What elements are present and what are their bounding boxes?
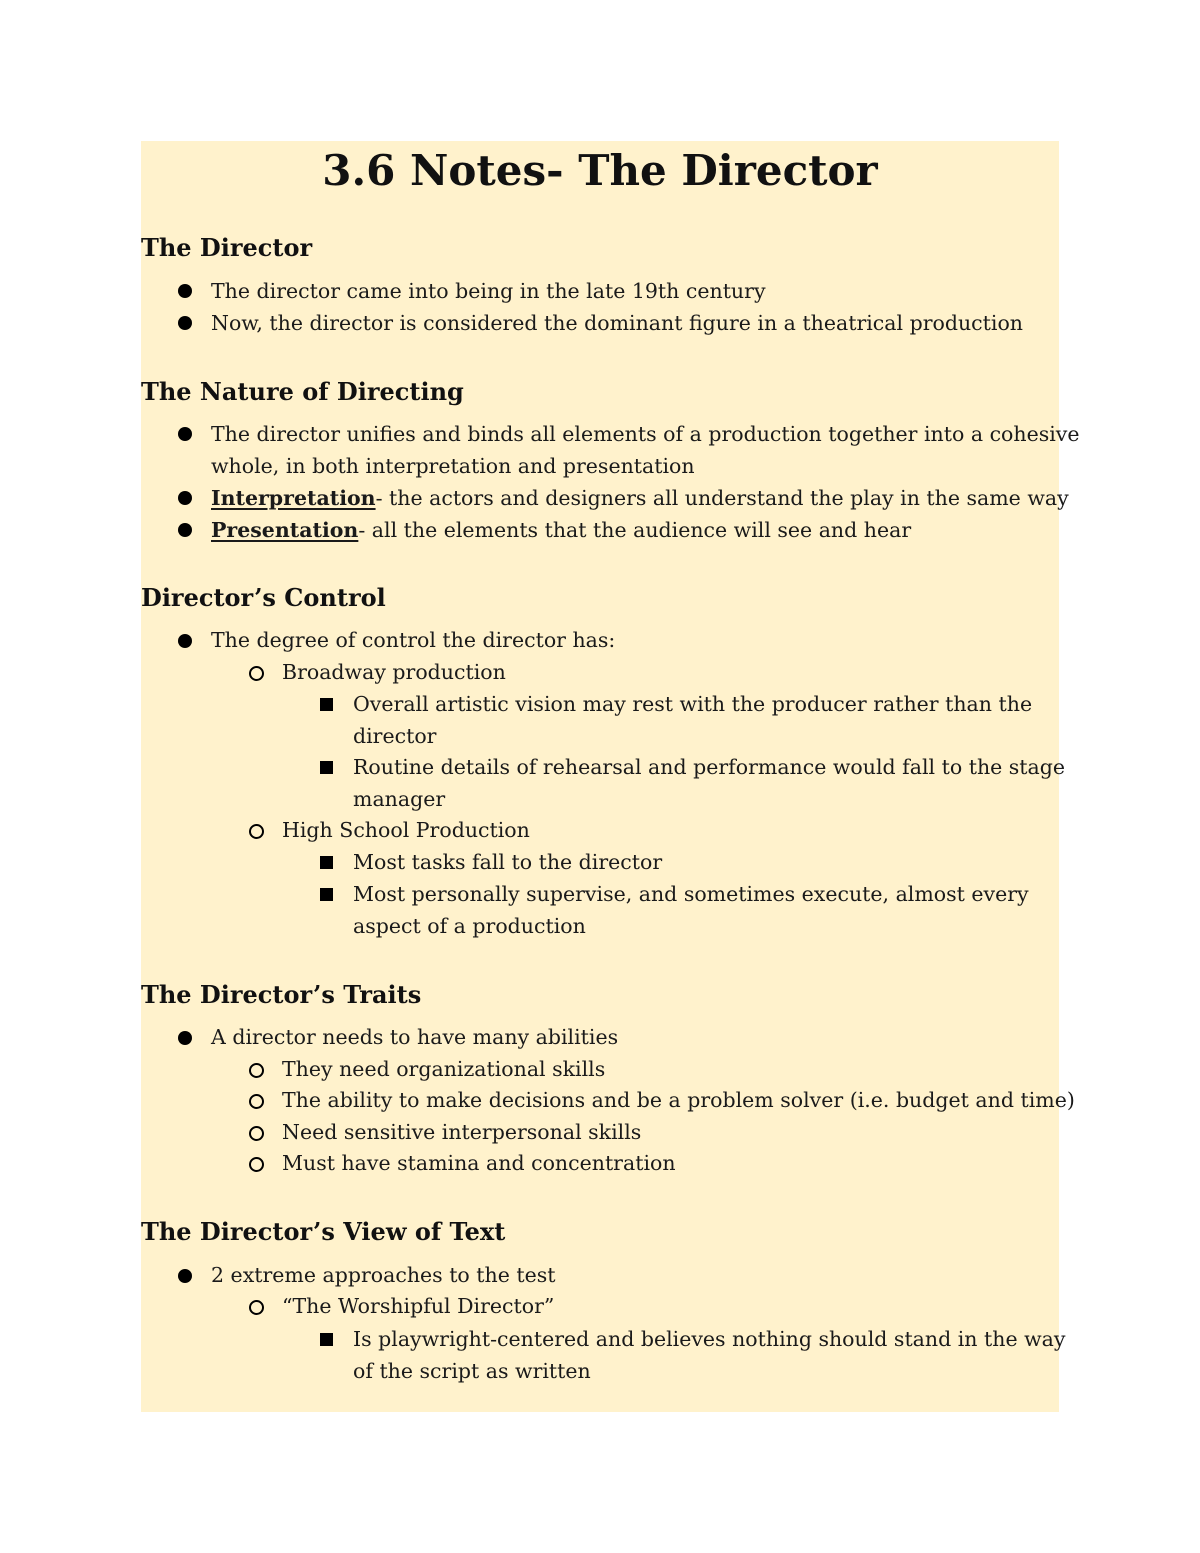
list-item: The degree of control the director has:	[211, 628, 616, 652]
sub-list-item: “The Worshipful Director”	[282, 1294, 555, 1318]
disc-bullet-icon	[178, 523, 192, 537]
term-presentation: Presentation	[211, 518, 359, 542]
square-bullet-icon	[320, 888, 333, 901]
sub-sub-list-item-continuation: of the script as written	[353, 1359, 591, 1383]
section-heading-directors-view-of-text: The Director’s View of Text	[141, 1217, 506, 1246]
disc-bullet-icon	[178, 634, 192, 648]
sub-list-item: Broadway production	[282, 660, 506, 684]
sub-list-item: The ability to make decisions and be a problem solver (i.e. budget and time)	[282, 1088, 1075, 1112]
sub-sub-list-item: Most personally supervise, and sometimes execute, almost every	[353, 882, 1029, 906]
sub-list-item: High School Production	[282, 818, 530, 842]
list-item: The director unifies and binds all elements of a production together into a cohesive	[211, 422, 1080, 446]
circle-bullet-icon	[249, 824, 264, 839]
list-item: 2 extreme approaches to the test	[211, 1263, 556, 1287]
sub-list-item: Must have stamina and concentration	[282, 1151, 676, 1175]
section-heading-directors-control: Director’s Control	[141, 583, 386, 612]
disc-bullet-icon	[178, 1269, 192, 1283]
circle-bullet-icon	[249, 1157, 264, 1172]
section-heading-directors-traits: The Director’s Traits	[141, 980, 422, 1009]
circle-bullet-icon	[249, 1063, 264, 1078]
sub-sub-list-item-continuation: director	[353, 724, 437, 748]
list-item: A director needs to have many abilities	[211, 1025, 619, 1049]
sub-sub-list-item: Routine details of rehearsal and performance would fall to the stage	[353, 755, 1066, 779]
list-item-presentation	[211, 515, 911, 545]
list-item: Now, the director is considered the dominant figure in a theatrical production	[211, 311, 1023, 335]
circle-bullet-icon	[249, 1300, 264, 1315]
sub-sub-list-item: Is playwright-centered and believes nothing should stand in the way	[353, 1327, 1066, 1351]
list-item-interpretation	[211, 483, 1069, 513]
section-heading-nature-of-directing: The Nature of Directing	[141, 377, 464, 406]
disc-bullet-icon	[178, 491, 192, 505]
sub-list-item: They need organizational skills	[282, 1057, 606, 1081]
definition-text: - the actors and designers all understand the play in the same way	[375, 486, 1069, 510]
list-item: The director came into being in the late 19th century	[211, 279, 766, 303]
sub-sub-list-item: Overall artistic vision may rest with the producer rather than the	[353, 692, 1033, 716]
section-heading-the-director: The Director	[141, 233, 313, 262]
square-bullet-icon	[320, 856, 333, 869]
list-item-continuation: whole, in both interpretation and presentation	[211, 454, 695, 478]
circle-bullet-icon	[249, 1126, 264, 1141]
circle-bullet-icon	[249, 666, 264, 681]
square-bullet-icon	[320, 761, 333, 774]
sub-sub-list-item: Most tasks fall to the director	[353, 850, 663, 874]
term-interpretation: Interpretation	[211, 486, 376, 510]
circle-bullet-icon	[249, 1094, 264, 1109]
disc-bullet-icon	[178, 284, 192, 298]
square-bullet-icon	[320, 698, 333, 711]
document-title: 3.6 Notes- The Director	[322, 146, 878, 195]
sub-sub-list-item-continuation: aspect of a production	[353, 914, 586, 938]
disc-bullet-icon	[178, 316, 192, 330]
sub-sub-list-item-continuation: manager	[353, 787, 446, 811]
definition-text: - all the elements that the audience will see and hear	[358, 518, 912, 542]
disc-bullet-icon	[178, 427, 192, 441]
sub-list-item: Need sensitive interpersonal skills	[282, 1120, 642, 1144]
square-bullet-icon	[320, 1333, 333, 1346]
disc-bullet-icon	[178, 1031, 192, 1045]
